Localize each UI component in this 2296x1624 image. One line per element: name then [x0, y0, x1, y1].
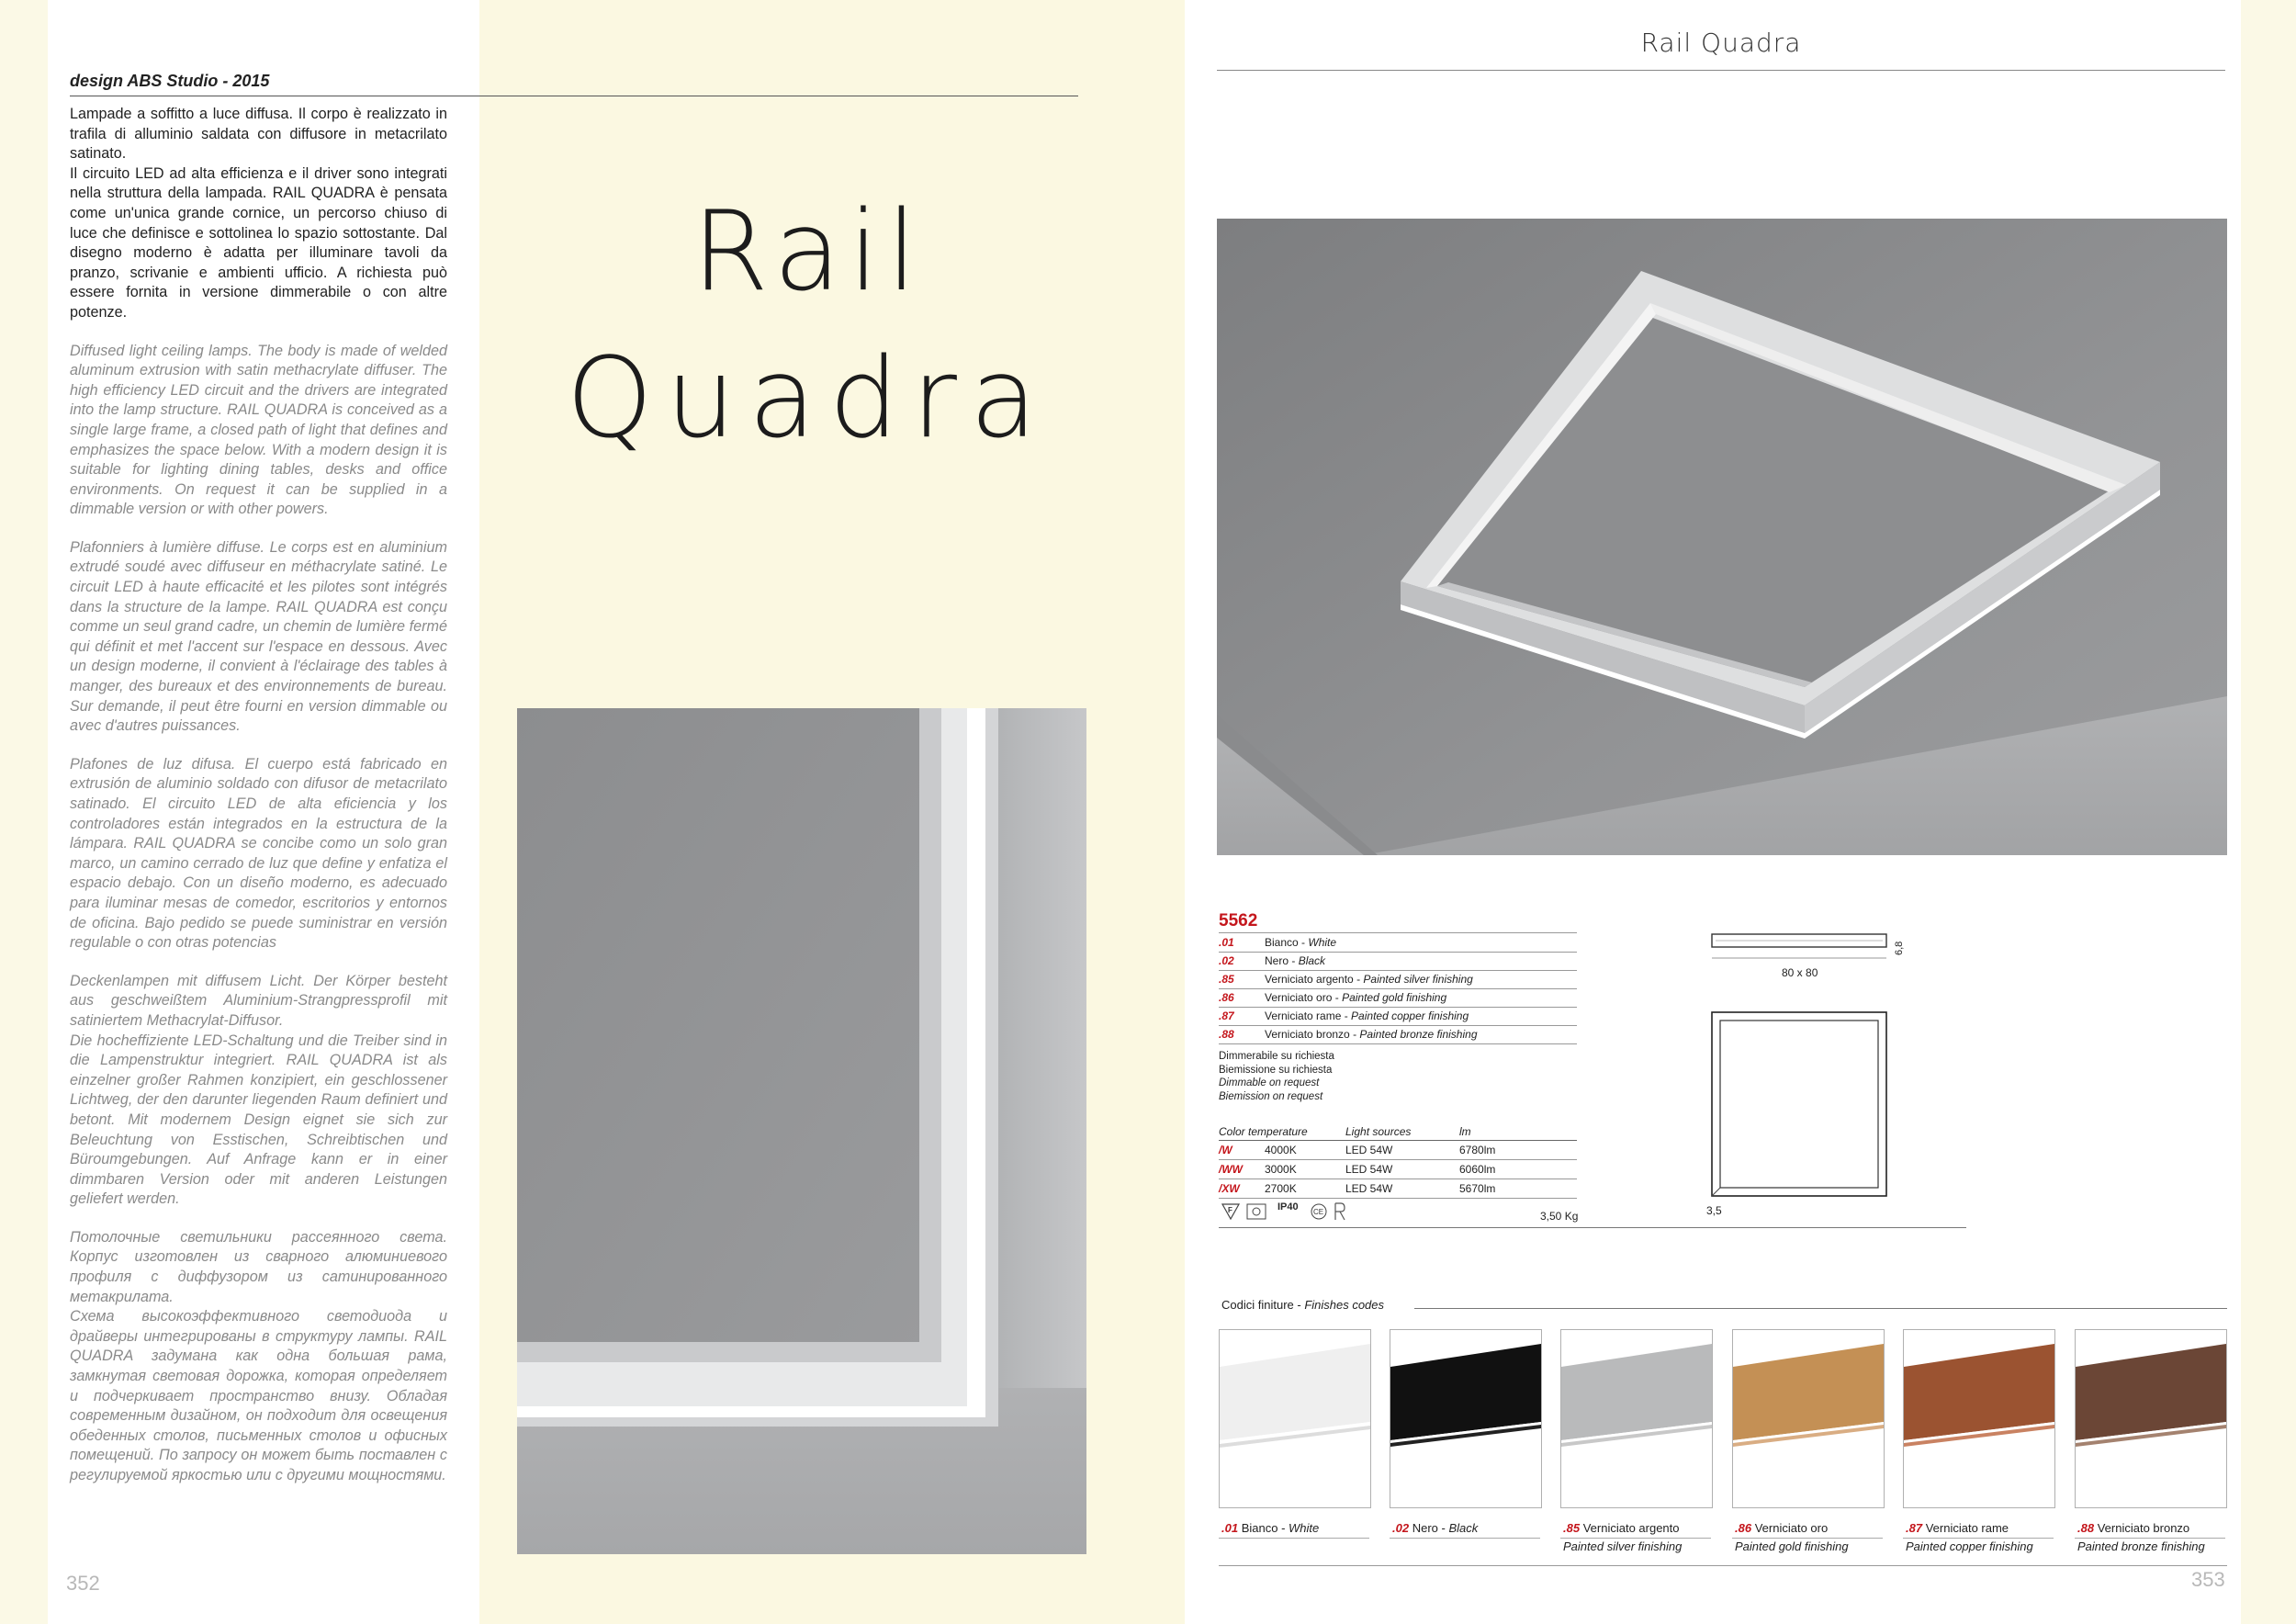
- swatch-name-it: Verniciato bronzo: [2097, 1521, 2190, 1535]
- finish-code: .86: [1219, 991, 1234, 1004]
- swatch-label: [2077, 1521, 2224, 1535]
- page-number-left: 352: [66, 1572, 100, 1595]
- finish-code: .88: [1219, 1028, 1234, 1041]
- finish-row: [1219, 953, 1577, 971]
- swatch-label-en: Painted copper finishing: [1906, 1539, 2033, 1553]
- temp-value: 2700K: [1265, 1182, 1297, 1195]
- desc-english: Diffused light ceiling lamps. The body is made of welded aluminum extrusion with satin methacrylate diffuser. The high efficiency LED circuit and the drivers are integrated into the lamp structure. RAIL QUADRA is conceived as a single large frame, a closed path of light that defines and emphasizes the space below. With a modern design it is suitable for lighting dining tables, desks and office environments. On request it can be supplied in a dimmable version or with other powers.: [70, 342, 447, 518]
- swatch-label-rule: [1732, 1538, 1883, 1539]
- product-title-line1: Rail: [692, 188, 925, 316]
- finish-name-en: Painted copper finishing: [1351, 1009, 1469, 1022]
- swatch-label: [1906, 1521, 2053, 1535]
- temp-value: 3000K: [1265, 1163, 1297, 1176]
- spec-rule-top: [1219, 932, 1577, 933]
- swatch-name-it: Verniciato argento: [1582, 1521, 1680, 1535]
- swatch-code: .88: [2077, 1521, 2095, 1535]
- class-ii-icon: [1246, 1203, 1266, 1220]
- swatch-label-rule: [1219, 1538, 1369, 1539]
- product-title-line2: Quadra: [566, 335, 1051, 463]
- swatch-label: [1563, 1521, 1710, 1535]
- page-number-right: 353: [2191, 1568, 2225, 1591]
- dimmable-notes: [1219, 1050, 1334, 1103]
- swatch-label: [1221, 1521, 1368, 1535]
- finish-name-it: Verniciato bronzo: [1265, 1028, 1350, 1041]
- desc-russian-1: Потолочные светильники рассеянного света. Корпус изготовлен из сварного алюминиевого профиля с диффузором из сатинированного метакрилата.: [70, 1228, 447, 1305]
- finish-row: [1219, 971, 1577, 989]
- spec-rule-bottom: [1219, 1227, 1966, 1228]
- light-table-row: [1219, 1141, 1577, 1160]
- finish-code: .02: [1219, 954, 1234, 967]
- header-rule-right: [1217, 70, 2225, 71]
- light-table-row: [1219, 1179, 1577, 1199]
- top-view-drawing: [1710, 1009, 1894, 1201]
- finish-swatch-bronze: [2075, 1329, 2227, 1508]
- swatch-label: [1735, 1521, 1882, 1535]
- swatch-label-rule: [1560, 1538, 1711, 1539]
- swatch-code: .02: [1392, 1521, 1410, 1535]
- finish-row: [1219, 1026, 1577, 1044]
- swatch-name-en: Black: [1448, 1521, 1479, 1535]
- running-head: Rail Quadra: [1640, 28, 1802, 58]
- temp-code: /WW: [1219, 1163, 1243, 1176]
- finish-name-en: Painted gold finishing: [1342, 991, 1447, 1004]
- swatch-code: .85: [1563, 1521, 1581, 1535]
- finish-name-it: Bianco: [1265, 936, 1299, 949]
- swatch-name-it: Verniciato rame: [1925, 1521, 2009, 1535]
- desc-spanish: Plafones de luz difusa. El cuerpo está fabricado en extrusión de aluminio soldado con difusor de metacrilato satinado. El circuito LED de alta eficiencia y los controladores están integrados en la estructura de la lámpara. RAIL QUADRA se concibe como un solo gran marco, un camino cerrado de luz que define y enfatiza el espacio debajo. Con un diseño moderno, es adecuado para iluminar mesas de comedor, escritorios y entornos de oficina. Bajo pedido se puede suministrar en versión regulable o con otras potencias: [70, 755, 447, 952]
- temp-value: 4000K: [1265, 1144, 1297, 1156]
- light-table-header: [1219, 1124, 1577, 1141]
- col-header-lm: lm: [1459, 1125, 1471, 1138]
- design-credit: design ABS Studio - 2015: [70, 72, 270, 90]
- swatch-label-rule: [2075, 1538, 2225, 1539]
- finish-sep: -: [1289, 954, 1299, 967]
- finish-sep: -: [1349, 1028, 1360, 1041]
- swatch-name-en: White: [1289, 1521, 1320, 1535]
- product-code: 5562: [1219, 911, 1258, 930]
- finish-code: .01: [1219, 936, 1234, 949]
- light-table: [1219, 1124, 1577, 1199]
- lm-value: 6060lm: [1459, 1163, 1496, 1176]
- swatch-code: .01: [1221, 1521, 1239, 1535]
- finish-codes-title-it: Codici finiture -: [1221, 1298, 1305, 1312]
- finish-name-it: Verniciato rame: [1265, 1009, 1342, 1022]
- svg-text:CE: CE: [1312, 1208, 1323, 1216]
- swatch-code: .86: [1735, 1521, 1752, 1535]
- swatch-name-it: Verniciato oro: [1754, 1521, 1829, 1535]
- finish-swatch-white: [1219, 1329, 1371, 1508]
- finish-sep: -: [1341, 1009, 1352, 1022]
- temp-code: /XW: [1219, 1182, 1240, 1195]
- finish-codes-title: [1221, 1298, 1384, 1312]
- bottom-rule-right: [1219, 1565, 2227, 1566]
- swatch-label: [1392, 1521, 1539, 1535]
- desc-german-1: Deckenlampen mit diffusem Licht. Der Körper besteht aus geschweißtem Aluminium-Strangpressprofil mit satiniertem Methacrylat-Diffusor.: [70, 972, 447, 1029]
- corner-detail-photo: [517, 708, 1086, 1554]
- desc-italian-2: Il circuito LED ad alta efficienza e il driver sono integrati nella struttura della lampada. RAIL QUADRA è pensata come un'unica grande cornice, un percorso chiuso di luce che definisce e sottolinea lo spazio sottostante. Dal disegno moderno è adatta per illuminare tavoli da pranzo, scrivanie e ambienti ufficio. A richiesta può essere fornita in versione dimmerabile o con altre potenze.: [70, 164, 447, 321]
- f-mark-icon: [1221, 1202, 1241, 1221]
- desc-german-2: Die hocheffiziente LED-Schaltung und die Treiber sind in die Lampenstruktur integriert. RAIL QUADRA ist als einzelner großer Rahmen konzipiert, ein geschlossener Lichtweg, der den darunter liegenden Raum definiert und betont. Mit modernem Design eignet sie sich zur Beleuchtung von Esstischen, Schreibtischen und Büroumgebungen. Auf Anfrage kann er in einer dimmbaren Version oder mit anderen Leistungen geliefert werden.: [70, 1032, 447, 1208]
- finish-list: [1219, 934, 1577, 1044]
- finish-swatch-copper: [1903, 1329, 2055, 1508]
- weight-value: 3,50 Kg: [1540, 1210, 1579, 1223]
- finish-swatch-black: [1390, 1329, 1542, 1508]
- profile-width-label: 3,5: [1706, 1204, 1722, 1217]
- finish-name-en: Painted silver finishing: [1363, 973, 1473, 986]
- swatch-label-rule: [1903, 1538, 2054, 1539]
- swatch-label-en: Painted bronze finishing: [2077, 1539, 2205, 1553]
- swatch-name-it: Nero -: [1412, 1521, 1449, 1535]
- source-value: LED 54W: [1345, 1163, 1393, 1176]
- finish-sep: -: [1353, 973, 1364, 986]
- svg-text:F: F: [1228, 1206, 1232, 1214]
- lm-value: 6780lm: [1459, 1144, 1496, 1156]
- col-header-temp: Color temperature: [1219, 1125, 1308, 1138]
- ce-icon: [1310, 1202, 1328, 1221]
- swatch-name-it: Bianco -: [1241, 1521, 1289, 1535]
- ip-rating: IP40: [1277, 1201, 1299, 1212]
- finish-codes-title-en: Finishes codes: [1304, 1298, 1385, 1312]
- finish-row: [1219, 1008, 1577, 1026]
- finish-codes-rule: [1414, 1308, 2227, 1309]
- finish-sep: -: [1332, 991, 1343, 1004]
- finish-code: .85: [1219, 973, 1234, 986]
- dimmable-note: Dimmerabile su richiesta: [1219, 1051, 1334, 1062]
- finish-name-it: Verniciato oro: [1265, 991, 1333, 1004]
- finish-name-it: Nero: [1265, 954, 1289, 967]
- dimmable-note: Biemission on request: [1219, 1090, 1323, 1102]
- swatch-code: .87: [1906, 1521, 1923, 1535]
- description-column: [70, 105, 447, 1486]
- swatch-label-rule: [1390, 1538, 1540, 1539]
- size-label: 80 x 80: [1782, 966, 1818, 979]
- finish-swatch-gold: [1732, 1329, 1885, 1508]
- finish-name-en: Black: [1298, 954, 1326, 967]
- swatch-label-en: Painted silver finishing: [1563, 1539, 1683, 1553]
- swatch-label-en: Painted gold finishing: [1735, 1539, 1849, 1553]
- side-height-label: 6,8: [1894, 941, 1905, 955]
- temp-code: /W: [1219, 1144, 1232, 1156]
- finish-name-en: Painted bronze finishing: [1359, 1028, 1478, 1041]
- light-table-row: [1219, 1160, 1577, 1179]
- certification-icons: [1221, 1201, 1346, 1222]
- finish-row: [1219, 934, 1577, 953]
- dimmable-note: Dimmable on request: [1219, 1077, 1320, 1088]
- col-header-source: Light sources: [1345, 1125, 1412, 1138]
- desc-russian-2: Схема высокоэффективного светодиода и драйверы интегрированы в структуру лампы. RAIL QUADRA задумана как одна большая рама, замкнутая световая дорожка, которая определяет и подчеркивает пространство внизу. Обладая современным дизайном, он подходит для освещения обеденных столов, письменных столов и офисных помещений. По запросу он может быть поставлен с регулируемой яркостью или с другими мощностями.: [70, 1308, 447, 1483]
- ceiling-lamp-photo: [1217, 219, 2227, 855]
- r-mark-icon: [1334, 1201, 1346, 1222]
- finish-swatch-silver: [1560, 1329, 1713, 1508]
- source-value: LED 54W: [1345, 1144, 1393, 1156]
- desc-italian-1: Lampade a soffitto a luce diffusa. Il corpo è realizzato in trafila di alluminio saldata con diffusore in metacrilato satinato.: [70, 106, 447, 163]
- lm-value: 5670lm: [1459, 1182, 1496, 1195]
- source-value: LED 54W: [1345, 1182, 1393, 1195]
- finish-row: [1219, 989, 1577, 1008]
- finish-name-it: Verniciato argento: [1265, 973, 1354, 986]
- side-view-drawing: [1710, 932, 1894, 969]
- finish-code: .87: [1219, 1009, 1234, 1022]
- finish-name-en: White: [1308, 936, 1337, 949]
- dimmable-note: Biemissione su richiesta: [1219, 1064, 1333, 1076]
- desc-french: Plafonniers à lumière diffuse. Le corps est en aluminium extrudé soudé avec diffuseur en méthacrylate satiné. Le circuit LED à haute efficacité et les pilotes sont intégrés dans la structure de la lampe. RAIL QUADRA est conçu comme un seul grand cadre, un chemin de lumière fermé qui définit et met l'accent sur l'espace en dessous. Avec un design moderne, il convient à l'éclairage des tables à manger, des bureaux et des environnements de bureau. Sur demande, il peut être fourni en version dimmable ou avec d'autres puissances.: [70, 538, 447, 735]
- finish-sep: -: [1298, 936, 1309, 949]
